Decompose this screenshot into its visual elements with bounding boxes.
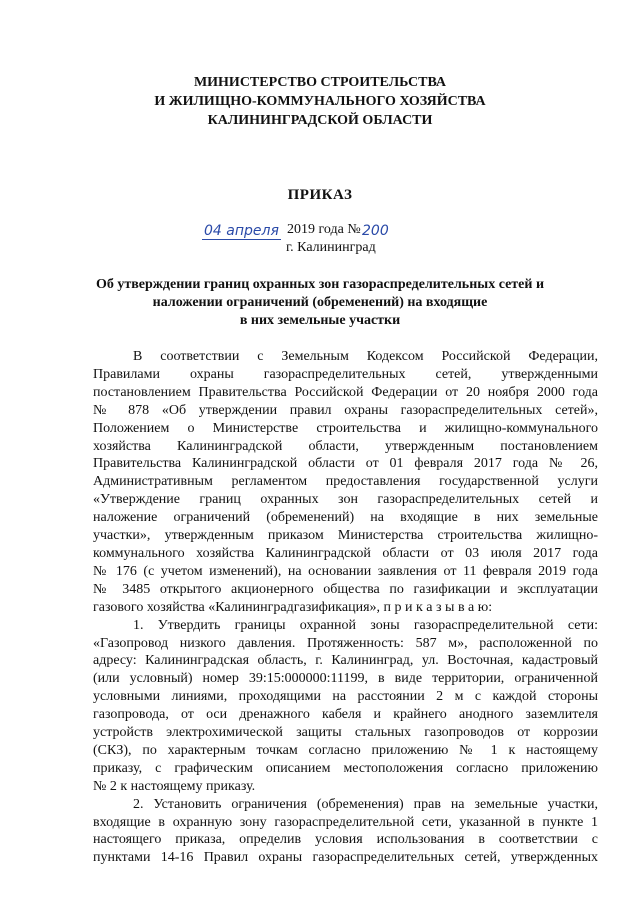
ministry-header-line: И ЖИЛИЩНО-КОММУНАЛЬНОГО ХОЗЯЙСТВА bbox=[154, 94, 486, 109]
subject-line: в них земельные участки bbox=[239, 313, 401, 328]
body-line: устройств электрохимической защиты стальных газопроводов от коррозии bbox=[93, 725, 598, 741]
body-line: Правительства Калининградской области от 01 февраля 2017 года № 26, bbox=[93, 456, 598, 472]
body-line: № 878 «Об утверждении правил охраны газораспределительных сетей», bbox=[93, 402, 598, 418]
body-line: № 3485 открытого акционерного общества по газификации и эксплуатации bbox=[93, 581, 598, 597]
subject-line: наложении ограничений (обременений) на входящие bbox=[152, 295, 488, 310]
body-line: участки», утвержденным приказом Министерства строительства жилищно- bbox=[93, 528, 598, 544]
body-line: «Утверждение границ охранных зон газораспределительных сетей и bbox=[93, 492, 598, 508]
body-line: Административным регламентом предоставления государственной услуги bbox=[93, 474, 598, 490]
body-line: (СКЗ), по характерным точкам согласно приложению № 1 к настоящему bbox=[93, 742, 598, 758]
body-line: приказу, с графическим описанием местоположения согласно приложению bbox=[93, 760, 598, 776]
handwritten-date: 04 апреля bbox=[204, 223, 279, 239]
body-line: входящие в охранную зону газораспределительной сети, указанной в пункте 1 bbox=[93, 814, 598, 830]
body-line: адресу: Калининградская область, г. Калининград, ул. Восточная, кадастровый bbox=[93, 653, 598, 669]
body-line: № 176 (с учетом изменений), на основании заявления от 11 февраля 2019 года bbox=[93, 563, 598, 579]
body-line: (или условный) номер 39:15:000000:11199, в виде территории, ограниченной bbox=[93, 671, 598, 687]
ministry-header-line: МИНИСТЕРСТВО СТРОИТЕЛЬСТВА bbox=[193, 75, 447, 90]
order-subject bbox=[0, 276, 640, 330]
handwritten-order-number: 200 bbox=[362, 223, 389, 239]
body-line: Правилами охраны газораспределительных сетей, утвержденными bbox=[93, 366, 598, 382]
ministry-header bbox=[0, 73, 640, 130]
body-line: наложение ограничений (обременений) на входящие в них земельные bbox=[93, 510, 598, 526]
body-line: настоящего приказа, определив условия использования в соответствии с bbox=[93, 832, 598, 848]
body-line: В соответствии с Земельным Кодексом Российской Федерации, bbox=[133, 349, 598, 364]
body-line: газопровода, от оси дренажного кабеля и крайнего анодного заземлителя bbox=[93, 707, 598, 723]
body-line: постановлением Правительства Российской Федерации от 20 ноября 2000 года bbox=[93, 384, 598, 400]
order-title: ПРИКАЗ bbox=[287, 187, 353, 203]
order-body bbox=[93, 348, 598, 867]
body-line: Положением о Министерстве строительства и жилищно-коммунального bbox=[93, 420, 598, 436]
body-line: 1. Утвердить границы охранной зоны газораспределительной сети: bbox=[133, 617, 598, 633]
body-line: «Газопровод низкого давления. Протяженность: 587 м», расположенной по bbox=[93, 635, 598, 651]
body-line: газового хозяйства «Калининградгазификация», п р и к а з ы в а ю: bbox=[93, 599, 493, 615]
body-line: условными линиями, проходящими на расстоянии 2 м с каждой стороны bbox=[93, 689, 598, 705]
order-year-text: 2019 года № bbox=[287, 222, 361, 237]
body-line: № 2 к настоящему приказу. bbox=[93, 778, 256, 794]
body-line: хозяйства Калининградской области, утвержденным постановлением bbox=[93, 438, 598, 454]
body-line: 2. Установить ограничения (обременения) прав на земельные участки, bbox=[133, 796, 598, 812]
body-line: коммунального хозяйства Калининградской области от 03 июля 2017 года bbox=[93, 545, 598, 561]
body-line: пунктами 14-16 Правил охраны газораспределительных сетей, утвержденных bbox=[93, 850, 598, 866]
order-city: г. Калининград bbox=[286, 240, 376, 255]
ministry-header-line: КАЛИНИНГРАДСКОЙ ОБЛАСТИ bbox=[207, 113, 433, 128]
subject-line: Об утверждении границ охранных зон газораспределительных сетей и bbox=[95, 277, 545, 292]
